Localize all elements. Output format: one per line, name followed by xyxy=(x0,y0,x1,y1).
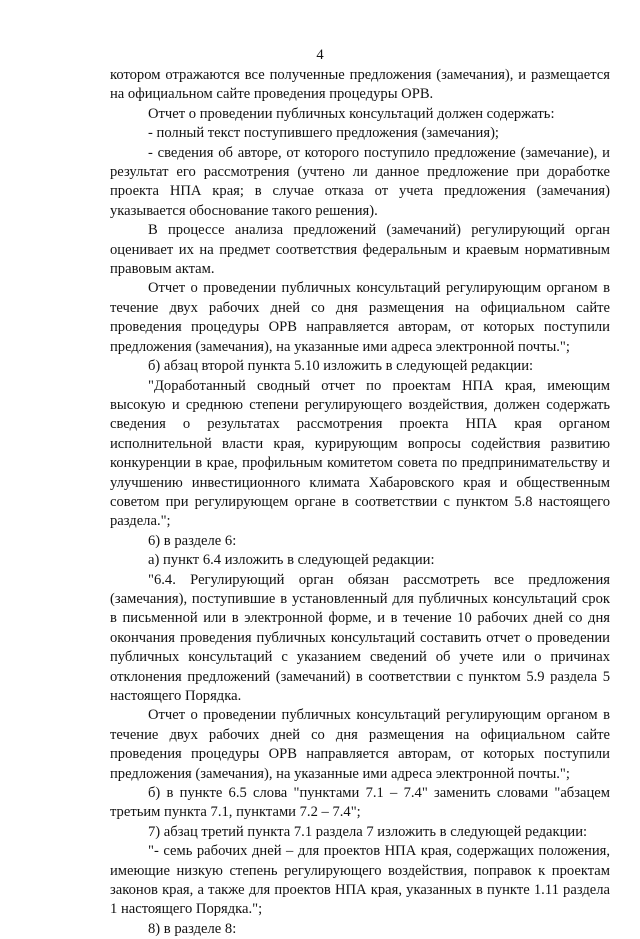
paragraph: "Доработанный сводный отчет по проектам НПА края, имеющим высокую и среднюю степени регулирующего воздействия, должен содержать сведения о результатах рассмотрения проекта НПА края органом исполнительной власти края, курирующим вопросы содействия развитию конкуренции в крае, профильным комитетом совета по предпринимательству и улучшению инвестиционного климата Хабаровского края и общественным советом при регулирующем органе в соответствии с пунктом 5.8 настоящего раздела."; xyxy=(110,377,610,530)
paragraph: В процессе анализа предложений (замечаний) регулирующий орган оценивает их на предмет соответствия федеральным и краевым нормативным правовым актам. xyxy=(110,222,610,278)
paragraph: "- семь рабочих дней – для проектов НПА края, содержащих положения, имеющие низкую степень регулирующего воздействия, поправок к проектам законов края, а также для проектов НПА края, указанных в пункте 1.11 раздела 1 настоящего Порядка."; xyxy=(110,843,610,918)
paragraph: котором отражаются все полученные предложения (замечания), и размещается на официальном сайте проведения процедуры ОРВ. xyxy=(110,67,610,103)
paragraph: Отчет о проведении публичных консультаций должен содержать: xyxy=(148,105,555,122)
paragraph: б) в пункте 6.5 слова "пунктами 7.1 – 7.4" заменить словами "абзацем третьим пункта 7.1, пунктами 7.2 – 7.4"; xyxy=(110,785,610,821)
paragraph: "6.4. Регулирующий орган обязан рассмотреть все предложения (замечания), поступившие в установленный для публичных консультаций срок в письменной или в электронной форме, и в течение 10 рабочих дней со дня окончания проведения публичных консультаций составить отчет о проведении публичных консультаций с указанием сведений об учете или о причинах отклонения предложений (замечаний) в соответствии с пунктом 5.9 раздела 5 настоящего Порядка. xyxy=(110,571,610,704)
paragraph: - сведения об авторе, от которого поступило предложение (замечание), и результат его рассмотрения (учтено ли данное предложение при доработке проекта НПА края; в случае отказа от учета предложения (замечания) указывается обоснование такого решения). xyxy=(110,144,610,219)
paragraph: б) абзац второй пункта 5.10 изложить в следующей редакции: xyxy=(148,358,534,375)
paragraph: 6) в разделе 6: xyxy=(148,532,237,549)
paragraph: 7) абзац третий пункта 7.1 раздела 7 изложить в следующей редакции: xyxy=(148,823,588,840)
paragraph: а) пункт 6.4 изложить в следующей редакции: xyxy=(148,552,435,569)
paragraph: Отчет о проведении публичных консультаций регулирующим органом в течение двух рабочих дней со дня размещения на официальном сайте проведения процедуры ОРВ направляется авторам, от которых поступили предложения (замечания), на указанные ими адреса электронной почты."; xyxy=(110,280,610,355)
paragraph: 8) в разделе 8: xyxy=(148,920,237,937)
document-body xyxy=(110,66,610,939)
paragraph: Отчет о проведении публичных консультаций регулирующим органом в течение двух рабочих дней со дня размещения на официальном сайте проведения процедуры ОРВ направляется авторам, от которых поступили предложения (замечания), на указанные ими адреса электронной почты."; xyxy=(110,707,610,782)
paragraph: - полный текст поступившего предложения (замечания); xyxy=(148,125,499,142)
page-number: 4 xyxy=(316,47,324,63)
